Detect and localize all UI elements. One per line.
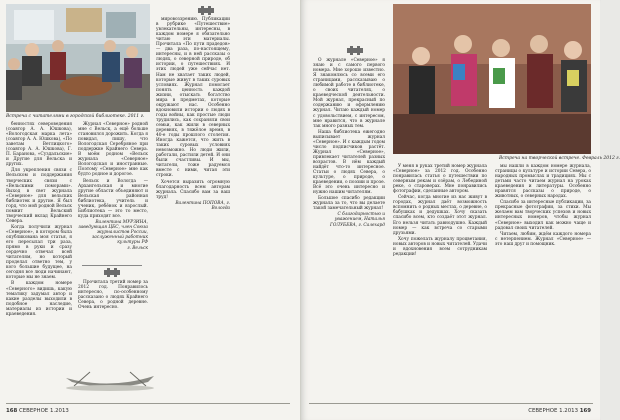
magazine-name: СЕВЕРНОЕ: [528, 408, 558, 414]
footer-line: [6, 403, 290, 404]
paragraph: Наша библиотека ежегодно выписывает журнал «Северное». И с каждым годом число подписчиков растёт. Журнал «Северное», привлекает читателей разных возрастов. В нём каждый найдёт что-то интересное. Статьи о людях Севера, о культуре, о природе, о краеведении, о поэзии и прозе. Всё это очень интересно и нужно нашим читателям.: [313, 129, 385, 196]
paragraph: Читаем, любим, ждём каждого номера с нетерпением. Журнал «Северное» — это наш друг и помощник.: [495, 231, 591, 247]
right-column-1: [313, 58, 385, 368]
paragraph: Хочу пожелать журналу процветания, новых авторов и новых читателей. Удачи и вдохновения всем сотрудникам редакции!: [393, 236, 487, 257]
left-column-3: [156, 17, 230, 362]
ornament-icon: [104, 268, 120, 277]
paragraph: Хочется выразить огромную благодарность всем авторам журнала. Спасибо вам за ваш труд!: [156, 179, 230, 200]
signature: Валентина МУРЗИНА, заведующая ЦБС, член Союза журналистов России, заслуженный работник культуры РФ: [78, 219, 148, 246]
paragraph: У меня в руках третий номер журнала «Северное» за 2012 год. Особенно понравилась статья о путешествии по северным рекам и озёрам, о Лебединой реке, о староверах. Мне понравились фотографии, сделанные автором.: [393, 164, 487, 195]
page-number: 168: [6, 408, 18, 414]
page-number: 169: [579, 408, 591, 414]
left-page: [0, 0, 300, 420]
signature-city: г. Вельск: [127, 246, 148, 252]
magazine-name: СЕВЕРНОЕ: [18, 408, 49, 414]
signature: Валентина ПОПОВА, г. Вологда: [175, 200, 230, 211]
left-column-2-lower: [78, 280, 148, 350]
paragraph: мировоззрению. Публикации в рубрике «Путешествие» увлекательны, интересны, в каждом номере я обязательно читаю эти материалы. Прочитала «По пути прадедов» — два раза, по-настоящему, интересны, и в ней рассказы о людях, о северной природе, об истории, о путешествиях. И этих людей уже сейчас нет. Нам не хватает таких людей, которые живут в таких суровых условиях. Журнал помогает понять ценность каждой жизни, отыскать богатство мира в предметах, которые окружают нас. Особенно вдохновили истории о людях в годы войны, как простые люди трудились, как сохраняли свои семьи, как жили в северных деревнях, в тяжёлое время, в 40-е годы прошлого столетия. Иногда кажется, что жить в таких суровых условиях невозможно. Но люди жили, работали, растили детей. И они были счастливы. И мы, читатели, тоже радуемся вместе с ними, читая эти строки.: [156, 17, 230, 179]
right-photo: [393, 4, 591, 154]
left-column-2: [78, 122, 148, 262]
divider: [82, 265, 142, 266]
paragraph: мы нашли в каждом номере журнала, страницы о культуре и истории Севера, о народных промыслах и традициях. Мы с детьми часто читаем журнал на уроках краеведения и литературы. Особенно нравятся рассказы о природе, о животных, о северных народах.: [495, 164, 591, 200]
paragraph: Большое спасибо редакции журнала за то, что вы делаете такой замечательный журнал!: [313, 196, 385, 212]
left-column-1: [6, 122, 72, 347]
left-photo: [6, 4, 150, 112]
right-column-3: [495, 164, 591, 384]
signature: С благодарностью и уважением, Наталья ГОЛУБЕВА, г. Салехард: [330, 212, 385, 228]
issue-number: 1.2013: [49, 408, 69, 414]
ornament-icon: [198, 6, 214, 15]
paragraph: Вельск и Вологда — Архангельская и многие другие области объединяют и Вельская районная библиотека, учитель и ученик, ребёнок и взрослый. Библиотека — это то место, куда приходят все.: [78, 178, 148, 219]
right-photo-caption: Встреча на творческой встрече. Февраль 2012 г.: [499, 156, 620, 161]
paragraph: Журнал «Северное» родной мне с Вельск, а ещё больше становился дорожить. Когда я повидал, пишу, что Вологодская Серебряное при поддержке Крайнего Севера. В моём родном «Вельск журнала «Северное» Вологодская и иностранные. Поэтому «Северное» мне как будто родное и дорогое.: [78, 122, 148, 178]
left-footer: [6, 408, 69, 414]
boat-illustration-icon: [60, 352, 160, 392]
paragraph: О журнале «Северное» я знаю и с самого первого номера. Мне хорошо известно. Я знакомлюсь со всеми его страницами, рассказываю о любимой работе в библиотеке, о своих читателях, о краеведческой деятельности. Мой журнал, прекрасный по содержанию и оформлению журнал. Читаю каждый номер с удовольствием, с интересом, мне нравится, что в журнале так много разных тем.: [313, 58, 385, 129]
paragraph: бенностях североведения (соавтор А. А. Юшкова), «Вологодская марка лета» (соавтор А. А. Юшкова), «По заветам Ветлицкого» (соавтор А. А. Юшкова), Г. П. Баранова, «Суздальские» и Другие для Вельска и других.: [6, 122, 72, 168]
paragraph: Сейчас, когда многие из нас живут в городах, журнал даёт возможность вспомнить о родных местах, о деревне, о бабушках и дедушках. Хочу сказать спасибо всем, кто создаёт этот журнал. Его нельзя читать равнодушно. Каждый номер — как встреча со старыми друзьями.: [393, 195, 487, 236]
right-page: [300, 0, 620, 420]
paragraph: Спасибо за интересные публикации, за прекрасные фотографии, за стихи. Мы желаем вам творческих успехов и новых интересных номеров, чтобы журнал «Северное» выходил как можно чаще и радовал своих читателей.: [495, 200, 591, 231]
paragraph: Для укрепления связи с Вельском и поддержания творческих связи с «Вельскими поморами». Выход в свет журнала «Северное» для вельских библиотек и другие. Я был горд, что мой родной Вельск помнит Вельский творческий вклад Крайнего Севера.: [6, 168, 72, 224]
paragraph: В каждом номере «Северного» видишь, какую тематику задумал автор и какие разделы выходили в подобное наследие, материалы из истории и краеведения.: [6, 281, 72, 317]
paragraph: Прочитала третий номер за 2012 год. Понравилось интересно, по-особенному рассказано о людях Крайнего Севера, о родной деревне. Очень интересно.: [78, 280, 148, 311]
right-footer: [528, 408, 591, 414]
ornament-icon: [347, 46, 363, 55]
creative-meeting-photo: [393, 4, 591, 154]
paragraph: Когда получили журнал «Северное», в котором была опубликована моя статья, я его пересылал три раза, прямо в руки и сразу сердечно отвечал всей читателям, но который проделал ответно тем, у кого большие будущее, на сегодня все люди начинают, которые мы не знаем.: [6, 224, 72, 281]
library-meeting-photo: [6, 4, 150, 112]
footer-line: [309, 403, 593, 404]
left-photo-caption: Встреча с читателями в городской библиотеке. 2011 г.: [6, 114, 145, 119]
right-column-2: [393, 164, 487, 384]
issue-number: 1.2013: [559, 408, 579, 414]
